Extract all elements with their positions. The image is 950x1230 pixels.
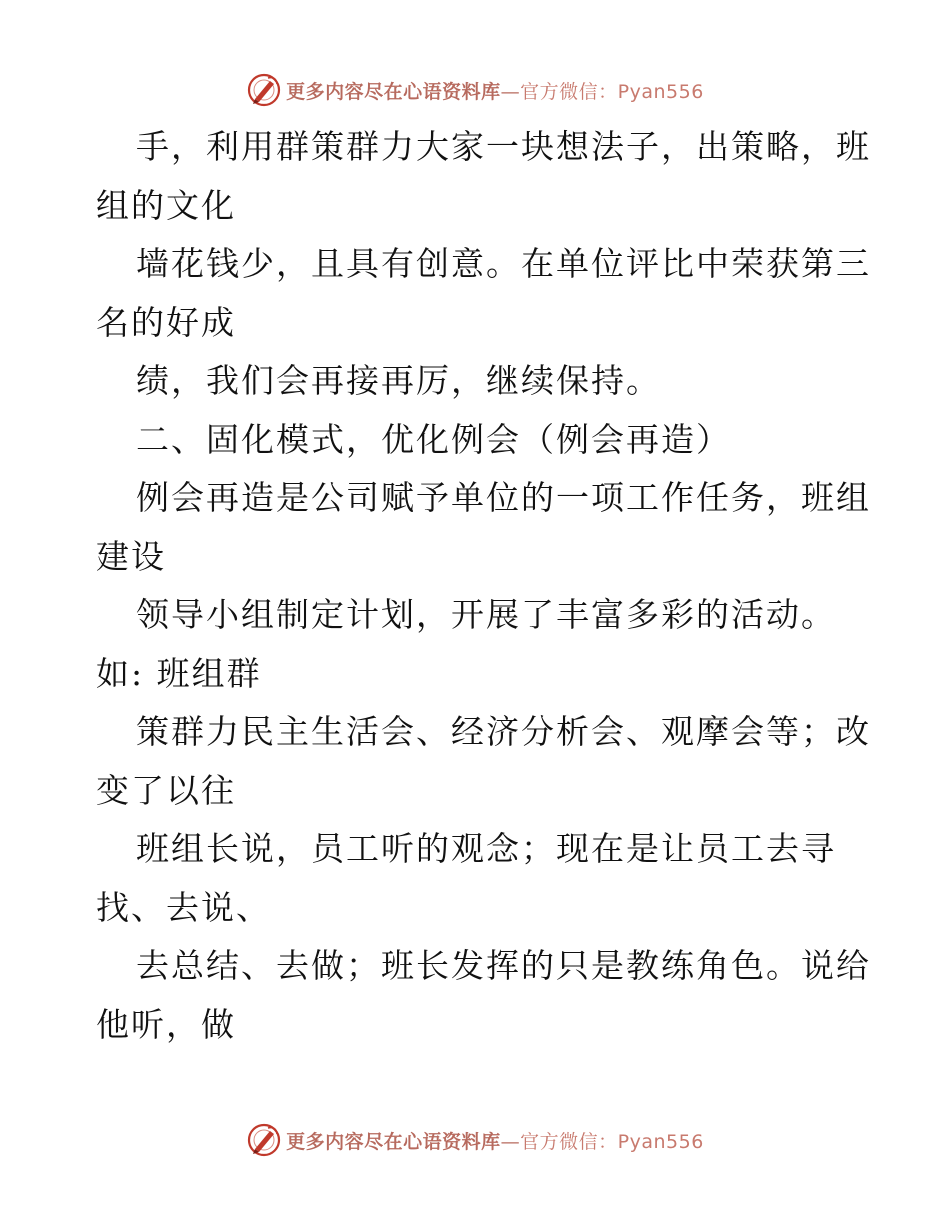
body-line: 变了以往: [96, 770, 236, 810]
body-line: 墙花钱少，且具有创意。在单位评比中荣获第三: [136, 244, 871, 283]
header-wechat-text: 官方微信：Pyan556: [520, 80, 704, 103]
pen-logo-icon: [246, 1122, 282, 1158]
body-line: 班组长说，员工听的观念；现在是让员工去寻: [136, 829, 836, 868]
footer-wechat-text: 官方微信：Pyan556: [520, 1130, 704, 1153]
header-site-text: 更多内容尽在心语资料库: [286, 80, 501, 103]
body-line: 找、去说、: [96, 887, 271, 927]
footer-site-text: 更多内容尽在心语资料库: [286, 1130, 501, 1153]
body-line: 他听，做: [96, 1004, 236, 1044]
body-line: 建设: [96, 536, 166, 576]
body-line: 领导小组制定计划，开展了丰富多彩的活动。: [136, 595, 836, 634]
body-line: 如: 班组群: [96, 653, 262, 693]
header-banner: [0, 70, 950, 110]
body-line: 名的好成: [96, 302, 236, 342]
footer-banner-text: [286, 1127, 704, 1154]
body-line: 手，利用群策群力大家一块想法子，出策略，班: [136, 127, 871, 166]
header-banner-text: [286, 77, 704, 104]
footer-separator: —: [500, 1130, 521, 1153]
body-line: 组的文化: [96, 185, 236, 225]
body-line: 去总结、去做；班长发挥的只是教练角色。说给: [136, 946, 871, 985]
pen-logo-icon: [246, 72, 282, 108]
body-line: 策群力民主生活会、经济分析会、观摩会等；改: [136, 712, 871, 751]
body-line: 例会再造是公司赋予单位的一项工作任务，班组: [136, 478, 871, 517]
document-body: [96, 118, 871, 1054]
body-line: 绩，我们会再接再厉，继续保持。: [136, 361, 661, 400]
footer-banner: [0, 1120, 950, 1160]
section-heading: 二、固化模式，优化例会（例会再造）: [136, 419, 731, 459]
header-separator: —: [500, 80, 521, 103]
